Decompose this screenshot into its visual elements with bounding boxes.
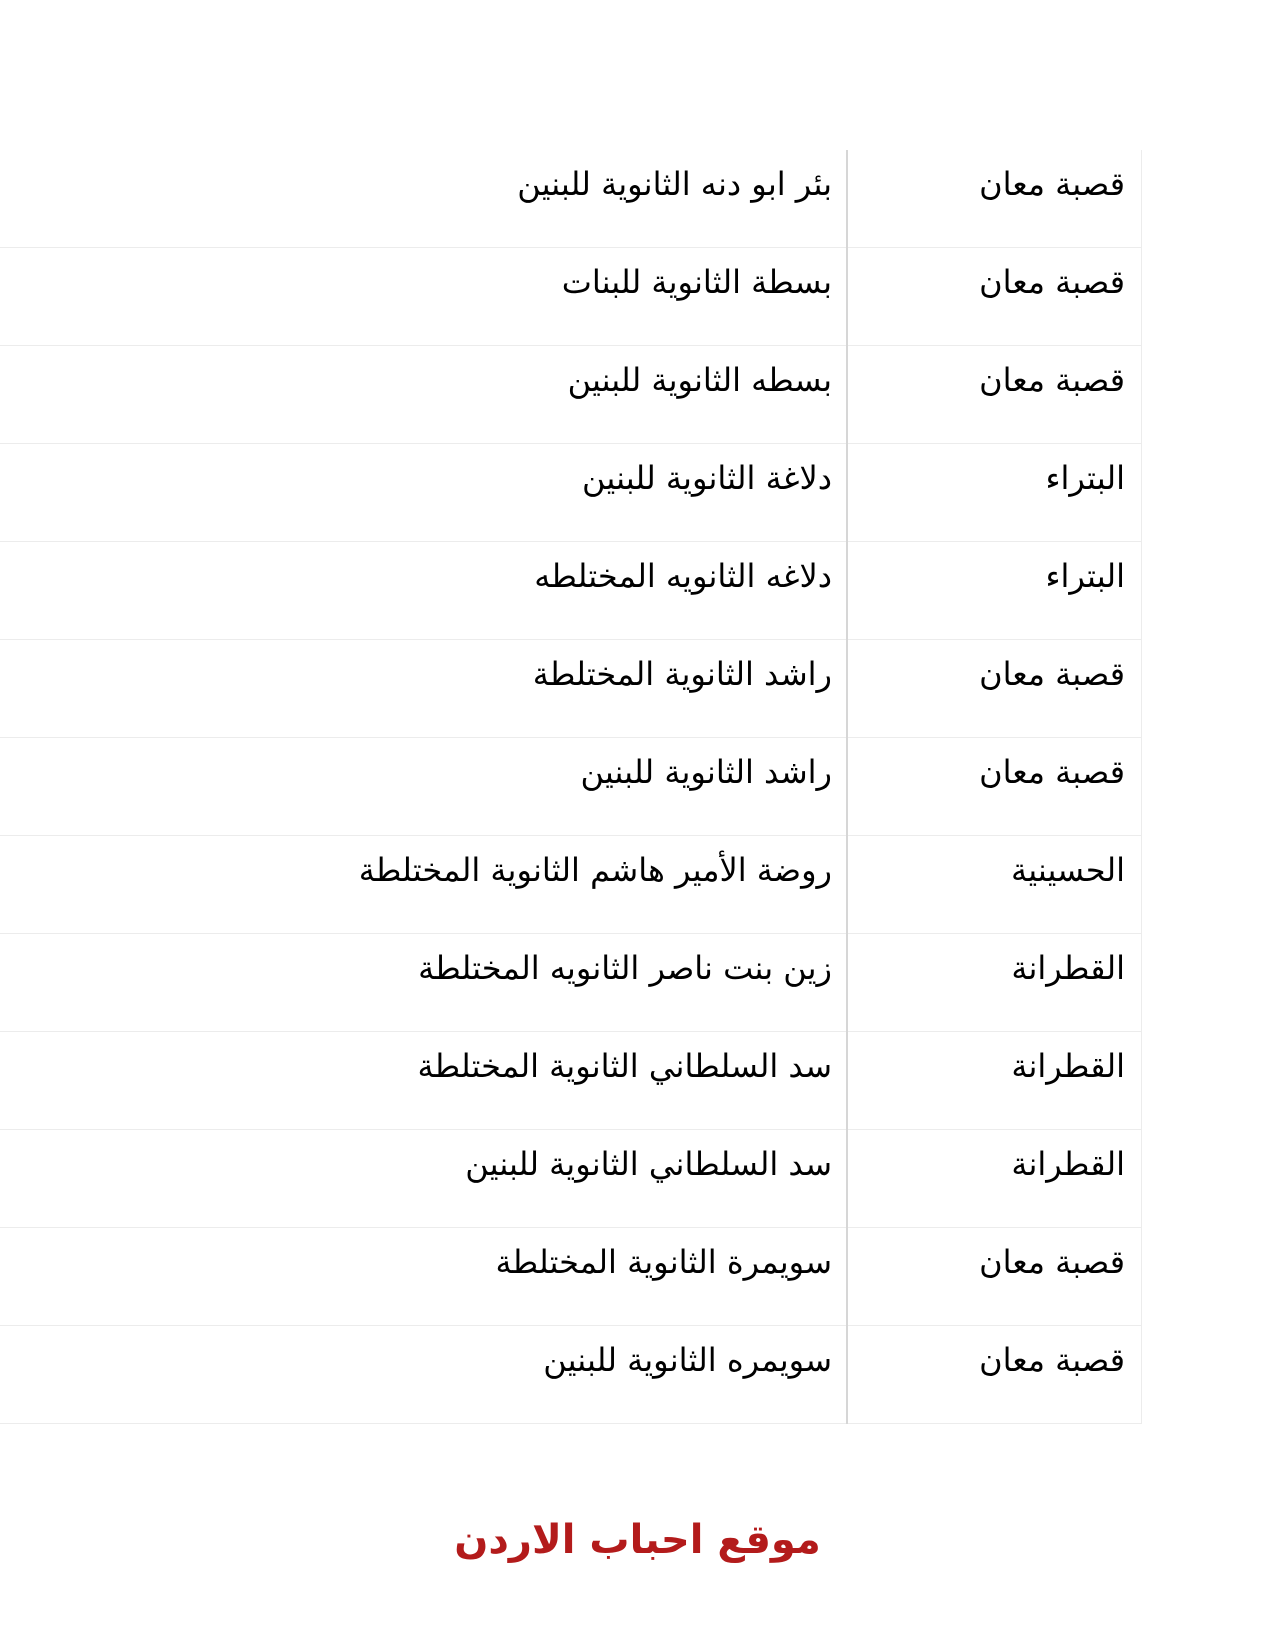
district-name: القطرانة — [1011, 1047, 1125, 1085]
school-cell — [0, 836, 848, 934]
school-name: زين بنت ناصر الثانويه المختلطة — [418, 949, 832, 987]
table-row — [0, 1228, 1142, 1326]
school-name: سد السلطاني الثانوية للبنين — [465, 1145, 832, 1183]
site-footer-title: موقع احباب الاردن — [454, 1517, 821, 1563]
school-cell — [0, 1326, 848, 1424]
schools-table — [0, 150, 1142, 1424]
district-name: قصبة معان — [979, 1243, 1125, 1281]
school-name: بسطه الثانوية للبنين — [567, 361, 832, 399]
school-cell — [0, 1228, 848, 1326]
school-cell — [0, 934, 848, 1032]
school-cell — [0, 1032, 848, 1130]
table-row — [0, 1326, 1142, 1424]
table-row — [0, 150, 1142, 248]
school-name: سويمرة الثانوية المختلطة — [495, 1243, 832, 1281]
district-name: قصبة معان — [979, 753, 1125, 791]
table-row — [0, 836, 1142, 934]
district-name: البتراء — [1045, 459, 1125, 497]
school-name: راشد الثانوية للبنين — [580, 753, 832, 791]
table-row — [0, 640, 1142, 738]
school-cell — [0, 248, 848, 346]
school-name: روضة الأمير هاشم الثانوية المختلطة — [358, 851, 832, 889]
school-cell — [0, 640, 848, 738]
district-cell — [848, 444, 1142, 542]
district-cell — [848, 346, 1142, 444]
district-cell — [848, 640, 1142, 738]
district-cell — [848, 248, 1142, 346]
district-cell — [848, 934, 1142, 1032]
school-name: بئر ابو دنه الثانوية للبنين — [517, 165, 832, 203]
district-cell — [848, 1032, 1142, 1130]
district-cell — [848, 738, 1142, 836]
school-cell — [0, 542, 848, 640]
table-row — [0, 346, 1142, 444]
school-cell — [0, 150, 848, 248]
district-name: القطرانة — [1011, 1145, 1125, 1183]
district-name: قصبة معان — [979, 1341, 1125, 1379]
district-name: قصبة معان — [979, 655, 1125, 693]
district-name: الحسينية — [1011, 851, 1125, 889]
table-row — [0, 934, 1142, 1032]
district-cell — [848, 1130, 1142, 1228]
district-name: قصبة معان — [979, 361, 1125, 399]
school-name: دلاغة الثانوية للبنين — [582, 459, 832, 497]
table-row — [0, 738, 1142, 836]
district-name: القطرانة — [1011, 949, 1125, 987]
school-name: دلاغه الثانويه المختلطه — [534, 557, 832, 595]
school-name: سويمره الثانوية للبنين — [543, 1341, 832, 1379]
district-cell — [848, 542, 1142, 640]
school-cell — [0, 738, 848, 836]
school-cell — [0, 1130, 848, 1228]
school-cell — [0, 444, 848, 542]
district-cell — [848, 836, 1142, 934]
table-row — [0, 444, 1142, 542]
table-row — [0, 1032, 1142, 1130]
table-row — [0, 542, 1142, 640]
school-name: سد السلطاني الثانوية المختلطة — [417, 1047, 832, 1085]
school-name: بسطة الثانوية للبنات — [561, 263, 832, 301]
table-row — [0, 1130, 1142, 1228]
district-cell — [848, 1326, 1142, 1424]
district-cell — [848, 150, 1142, 248]
district-cell — [848, 1228, 1142, 1326]
school-cell — [0, 346, 848, 444]
district-name: قصبة معان — [979, 263, 1125, 301]
table-row — [0, 248, 1142, 346]
school-name: راشد الثانوية المختلطة — [532, 655, 832, 693]
district-name: قصبة معان — [979, 165, 1125, 203]
district-name: البتراء — [1045, 557, 1125, 595]
